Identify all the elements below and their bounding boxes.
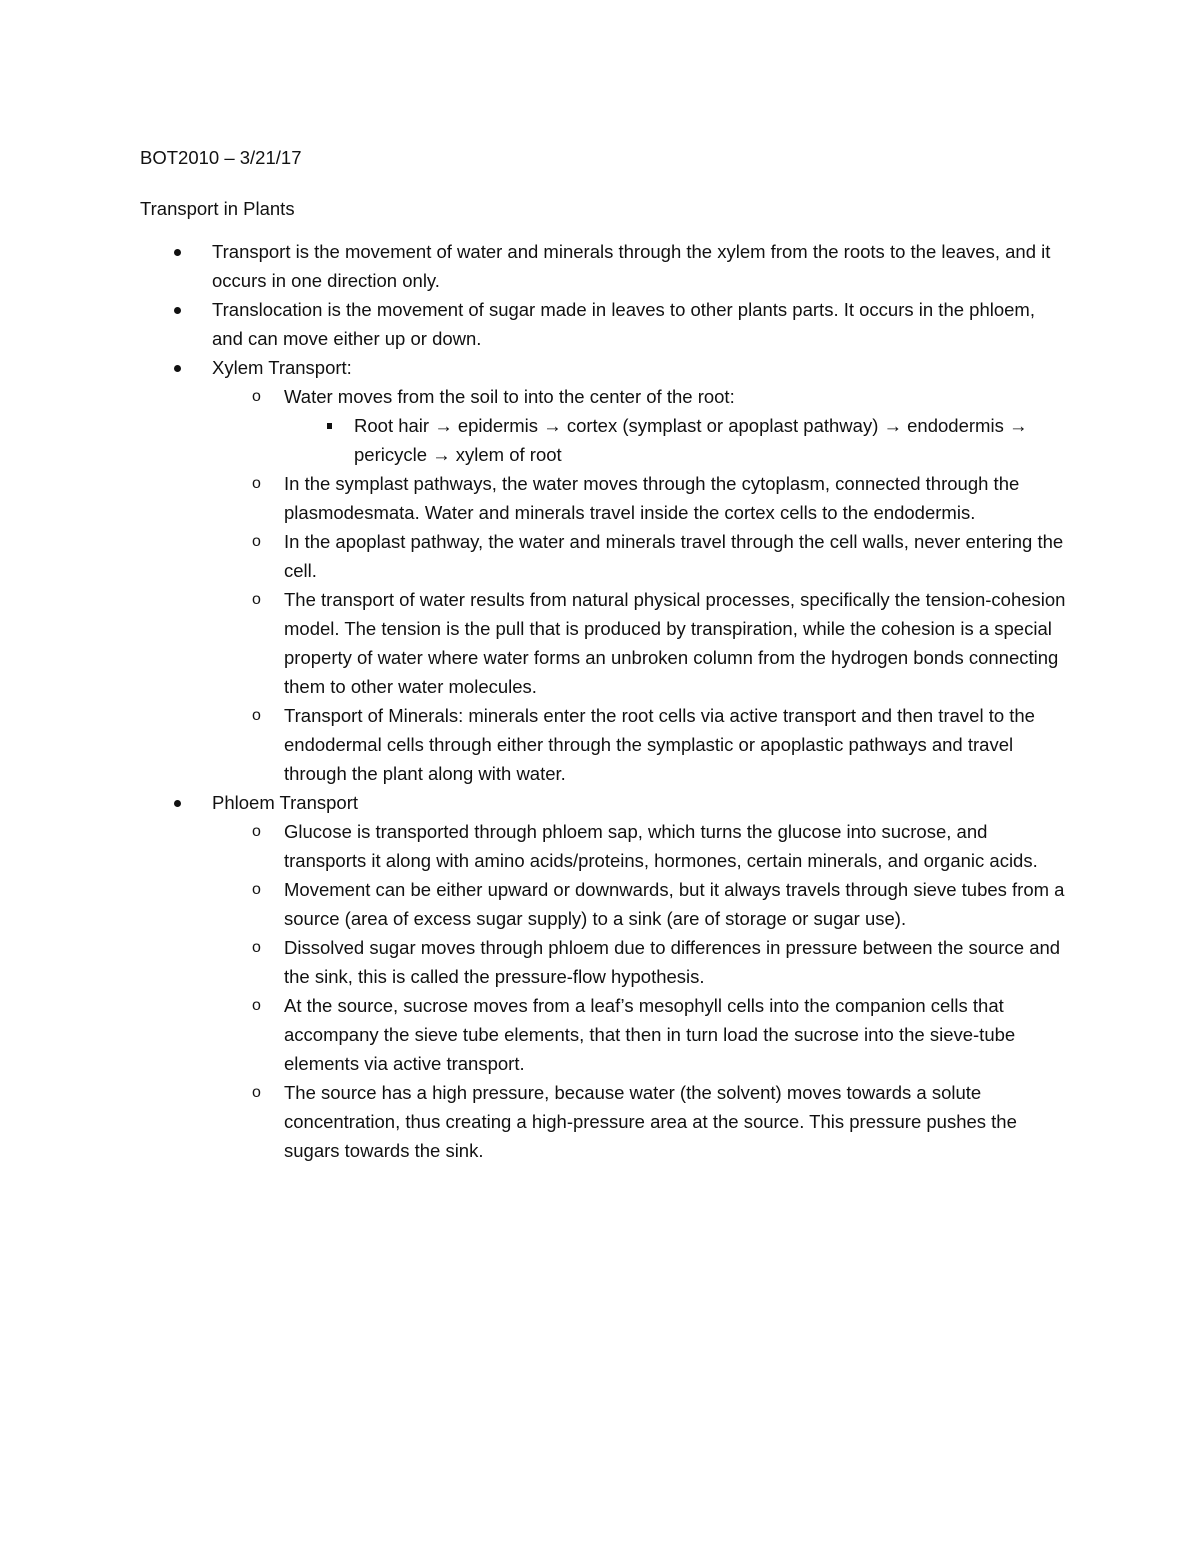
circle-bullet-icon: o — [252, 707, 261, 724]
sub-sub-bullet — [284, 411, 1070, 469]
bullet-icon — [174, 307, 181, 314]
sub-bullet — [212, 585, 1070, 701]
circle-bullet-icon: o — [252, 475, 261, 492]
bullet-icon — [174, 800, 181, 807]
document-body — [140, 143, 1070, 1165]
sub-bullet — [212, 817, 1070, 875]
bullet-text: Transport is the movement of water and minerals through the xylem from the roots to the leaves, and it occurs in one direction only. — [212, 241, 1051, 291]
sub-bullet — [212, 469, 1070, 527]
root-path-list — [284, 411, 1070, 469]
bullet-translocation — [140, 295, 1070, 353]
sub-bullet-text: Glucose is transported through phloem sap, which turns the glucose into sucrose, and transports it along with amino acids/proteins, hormones, certain minerals, and organic acids. — [284, 821, 1038, 871]
main-bullet-list — [140, 237, 1070, 1165]
sub-bullet-text: At the source, sucrose moves from a leaf’s mesophyll cells into the companion cells that accompany the sieve tube elements, that then in turn load the sucrose into the sieve-tube elements via active transport. — [284, 995, 1016, 1074]
circle-bullet-icon: o — [252, 997, 261, 1014]
circle-bullet-icon: o — [252, 823, 261, 840]
sub-bullet-text: Transport of Minerals: minerals enter the root cells via active transport and then travel to the endodermal cells through either through the symplastic or apoplastic pathways and travel through the plant along with water. — [284, 705, 1035, 784]
circle-bullet-icon: o — [252, 591, 261, 608]
sub-bullet — [212, 701, 1070, 788]
sub-bullet — [212, 991, 1070, 1078]
sub-bullet — [212, 527, 1070, 585]
sub-bullet-text: Dissolved sugar moves through phloem due to differences in pressure between the source and the sink, this is called the pressure-flow hypothesis. — [284, 937, 1061, 987]
sub-bullet-text: The transport of water results from natural physical processes, specifically the tension-cohesion model. The tension is the pull that is produced by transpiration, while the cohesion is a special property of water where water forms an unbroken column from the hydrogen bonds connecting them to other water molecules. — [284, 589, 1066, 697]
sub-bullet-text: In the symplast pathways, the water moves through the cytoplasm, connected through the plasmodesmata. Water and minerals travel inside the cortex cells to the endodermis. — [284, 473, 1020, 523]
xylem-sub-list — [212, 382, 1070, 788]
bullet-icon — [174, 249, 181, 256]
sub-sub-bullet-text: Root hair → epidermis → cortex (symplast or apoplast pathway) → endodermis → pericycle → xylem of root — [354, 415, 1028, 465]
circle-bullet-icon: o — [252, 881, 261, 898]
sub-bullet — [212, 1078, 1070, 1165]
bullet-text: Translocation is the movement of sugar made in leaves to other plants parts. It occurs in the phloem, and can move either up or down. — [212, 299, 1035, 349]
circle-bullet-icon: o — [252, 939, 261, 956]
sub-bullet-text: Movement can be either upward or downwards, but it always travels through sieve tubes from a source (area of excess sugar supply) to a sink (are of storage or sugar use). — [284, 879, 1065, 929]
bullet-xylem-transport — [140, 353, 1070, 788]
sub-bullet — [212, 933, 1070, 991]
sub-bullet-text: In the apoplast pathway, the water and minerals travel through the cell walls, never entering the cell. — [284, 531, 1064, 581]
circle-bullet-icon: o — [252, 1084, 261, 1101]
sub-bullet-text: The source has a high pressure, because water (the solvent) moves towards a solute concentration, thus creating a high-pressure area at the source. This pressure pushes the sugars towards the sink. — [284, 1082, 1017, 1161]
phloem-sub-list — [212, 817, 1070, 1165]
sub-bullet — [212, 875, 1070, 933]
bullet-phloem-transport — [140, 788, 1070, 1165]
circle-bullet-icon: o — [252, 388, 261, 405]
square-bullet-icon — [327, 423, 332, 429]
bullet-icon — [174, 365, 181, 372]
bullet-transport — [140, 237, 1070, 295]
circle-bullet-icon: o — [252, 533, 261, 550]
course-date-heading: BOT2010 – 3/21/17 — [140, 147, 302, 168]
sub-bullet-text: Water moves from the soil to into the center of the root: — [284, 386, 735, 407]
document-title: Transport in Plants — [140, 198, 295, 219]
bullet-text: Xylem Transport: — [212, 357, 352, 378]
bullet-text: Phloem Transport — [212, 792, 359, 813]
sub-bullet — [212, 382, 1070, 469]
